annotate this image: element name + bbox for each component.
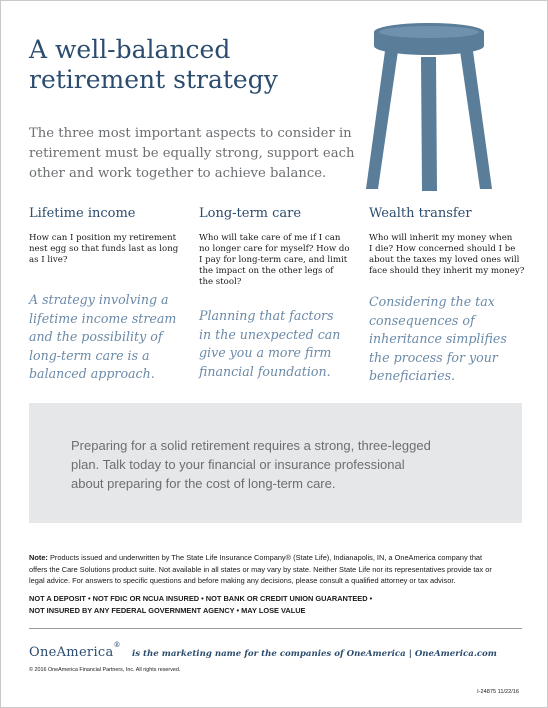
question-line: as I live?	[29, 255, 68, 265]
title-line: retirement strategy	[29, 65, 278, 94]
answer-line: inheritance simplifies	[369, 331, 507, 346]
page-title	[29, 35, 329, 95]
stool-seat-highlight	[379, 26, 479, 38]
answer-line: the process for your	[369, 349, 498, 365]
question-line: no longer care for myself? How do	[199, 244, 350, 254]
column-heading: Lifetime income	[29, 206, 136, 221]
brand-registered-mark: ®	[113, 641, 121, 649]
call-to-action-text	[71, 436, 501, 493]
note-line	[29, 552, 529, 564]
answer-line: Considering the tax	[369, 294, 495, 309]
answer-line: long-term care is a	[29, 347, 150, 363]
note-line: offers the Care Solutions product suite. Not available in all states or may vary by state. Neither State Life nor its representatives provide tax or	[29, 564, 492, 574]
question-line: Who will take care of me if I can	[199, 233, 341, 243]
divider	[29, 628, 522, 629]
question-line: the stool?	[199, 277, 242, 287]
intro-text	[29, 124, 355, 184]
cta-line: Preparing for a solid retirement requires a strong, three-legged	[71, 438, 431, 453]
question-line: face should they inherit my money?	[369, 266, 525, 276]
answer-line: Planning that factors	[199, 308, 334, 323]
answer-line: and the possibility of	[29, 329, 163, 344]
stool-right-leg	[460, 51, 492, 189]
answer-line: A strategy involving a	[29, 292, 169, 307]
intro-line: retirement must be equally strong, support each	[29, 146, 355, 161]
column-answer	[369, 293, 507, 386]
question-line: Who will inherit my money when	[369, 233, 513, 243]
brand-footer	[29, 641, 497, 660]
column-question	[29, 233, 189, 266]
answer-line: balanced approach.	[29, 366, 155, 381]
column-heading: Long-term care	[199, 206, 302, 221]
column-lifetime-income	[29, 205, 189, 381]
form-number: I-24875 11/22/16	[477, 689, 519, 695]
disclaimer-line: NOT INSURED BY ANY FEDERAL GOVERNMENT AGENCY • MAY LOSE VALUE	[29, 606, 306, 615]
question-line: the impact on the other legs of	[199, 266, 334, 276]
brand-logo	[29, 641, 121, 660]
question-line: nest egg so that funds last as long	[29, 244, 179, 254]
answer-line: in the unexpected can	[199, 326, 341, 342]
column-answer	[199, 307, 340, 381]
column-question	[199, 233, 359, 288]
cta-line: plan. Talk today to your financial or insurance professional	[71, 457, 405, 472]
stool-middle-leg	[421, 57, 437, 191]
three-legged-stool-icon	[361, 19, 497, 191]
column-long-term-care	[199, 205, 359, 379]
answer-line: financial foundation.	[199, 363, 331, 379]
investment-disclaimer	[29, 593, 529, 617]
answer-line: beneficiaries.	[369, 368, 456, 383]
answer-line: consequences of	[369, 312, 475, 328]
copyright-text: © 2016 OneAmerica Financial Partners, Inc. All rights reserved.	[29, 667, 181, 673]
question-line: I pay for long-term care, and limit	[199, 255, 348, 265]
question-line: How can I position my retirement	[29, 233, 177, 243]
note-line: legal advice. For answers to specific questions and before making any decisions, please consult a qualified attorney or tax advisor.	[29, 576, 456, 585]
column-question	[369, 233, 529, 277]
title-line: A well-balanced	[29, 35, 231, 64]
legal-note	[29, 552, 529, 587]
question-line: I die? How concerned should I be	[369, 244, 516, 254]
call-to-action-box	[29, 403, 522, 523]
note-label: Note:	[29, 553, 48, 562]
question-line: about the taxes my loved ones will	[369, 255, 520, 265]
intro-line: other and work together to achieve balance.	[29, 166, 327, 181]
stool-left-leg	[366, 51, 398, 189]
column-wealth-transfer	[369, 205, 529, 383]
column-answer	[29, 291, 176, 384]
note-first-line: Products issued and underwritten by The State Life Insurance Company® (State Life), Indianapolis, IN, a OneAmerica company that	[47, 553, 483, 562]
disclaimer-line: NOT A DEPOSIT • NOT FDIC OR NCUA INSURED • NOT BANK OR CREDIT UNION GUARANTEED •	[29, 594, 373, 603]
intro-line: The three most important aspects to consider in	[29, 126, 352, 141]
brand-tagline: is the marketing name for the companies of OneAmerica | OneAmerica.com	[131, 649, 497, 659]
answer-line: give you a more firm	[199, 345, 332, 360]
cta-line: about preparing for the cost of long-term care.	[71, 476, 336, 491]
brand-logo-text: OneAmerica	[29, 645, 114, 660]
column-heading: Wealth transfer	[369, 206, 472, 221]
answer-line: lifetime income stream	[29, 310, 177, 326]
